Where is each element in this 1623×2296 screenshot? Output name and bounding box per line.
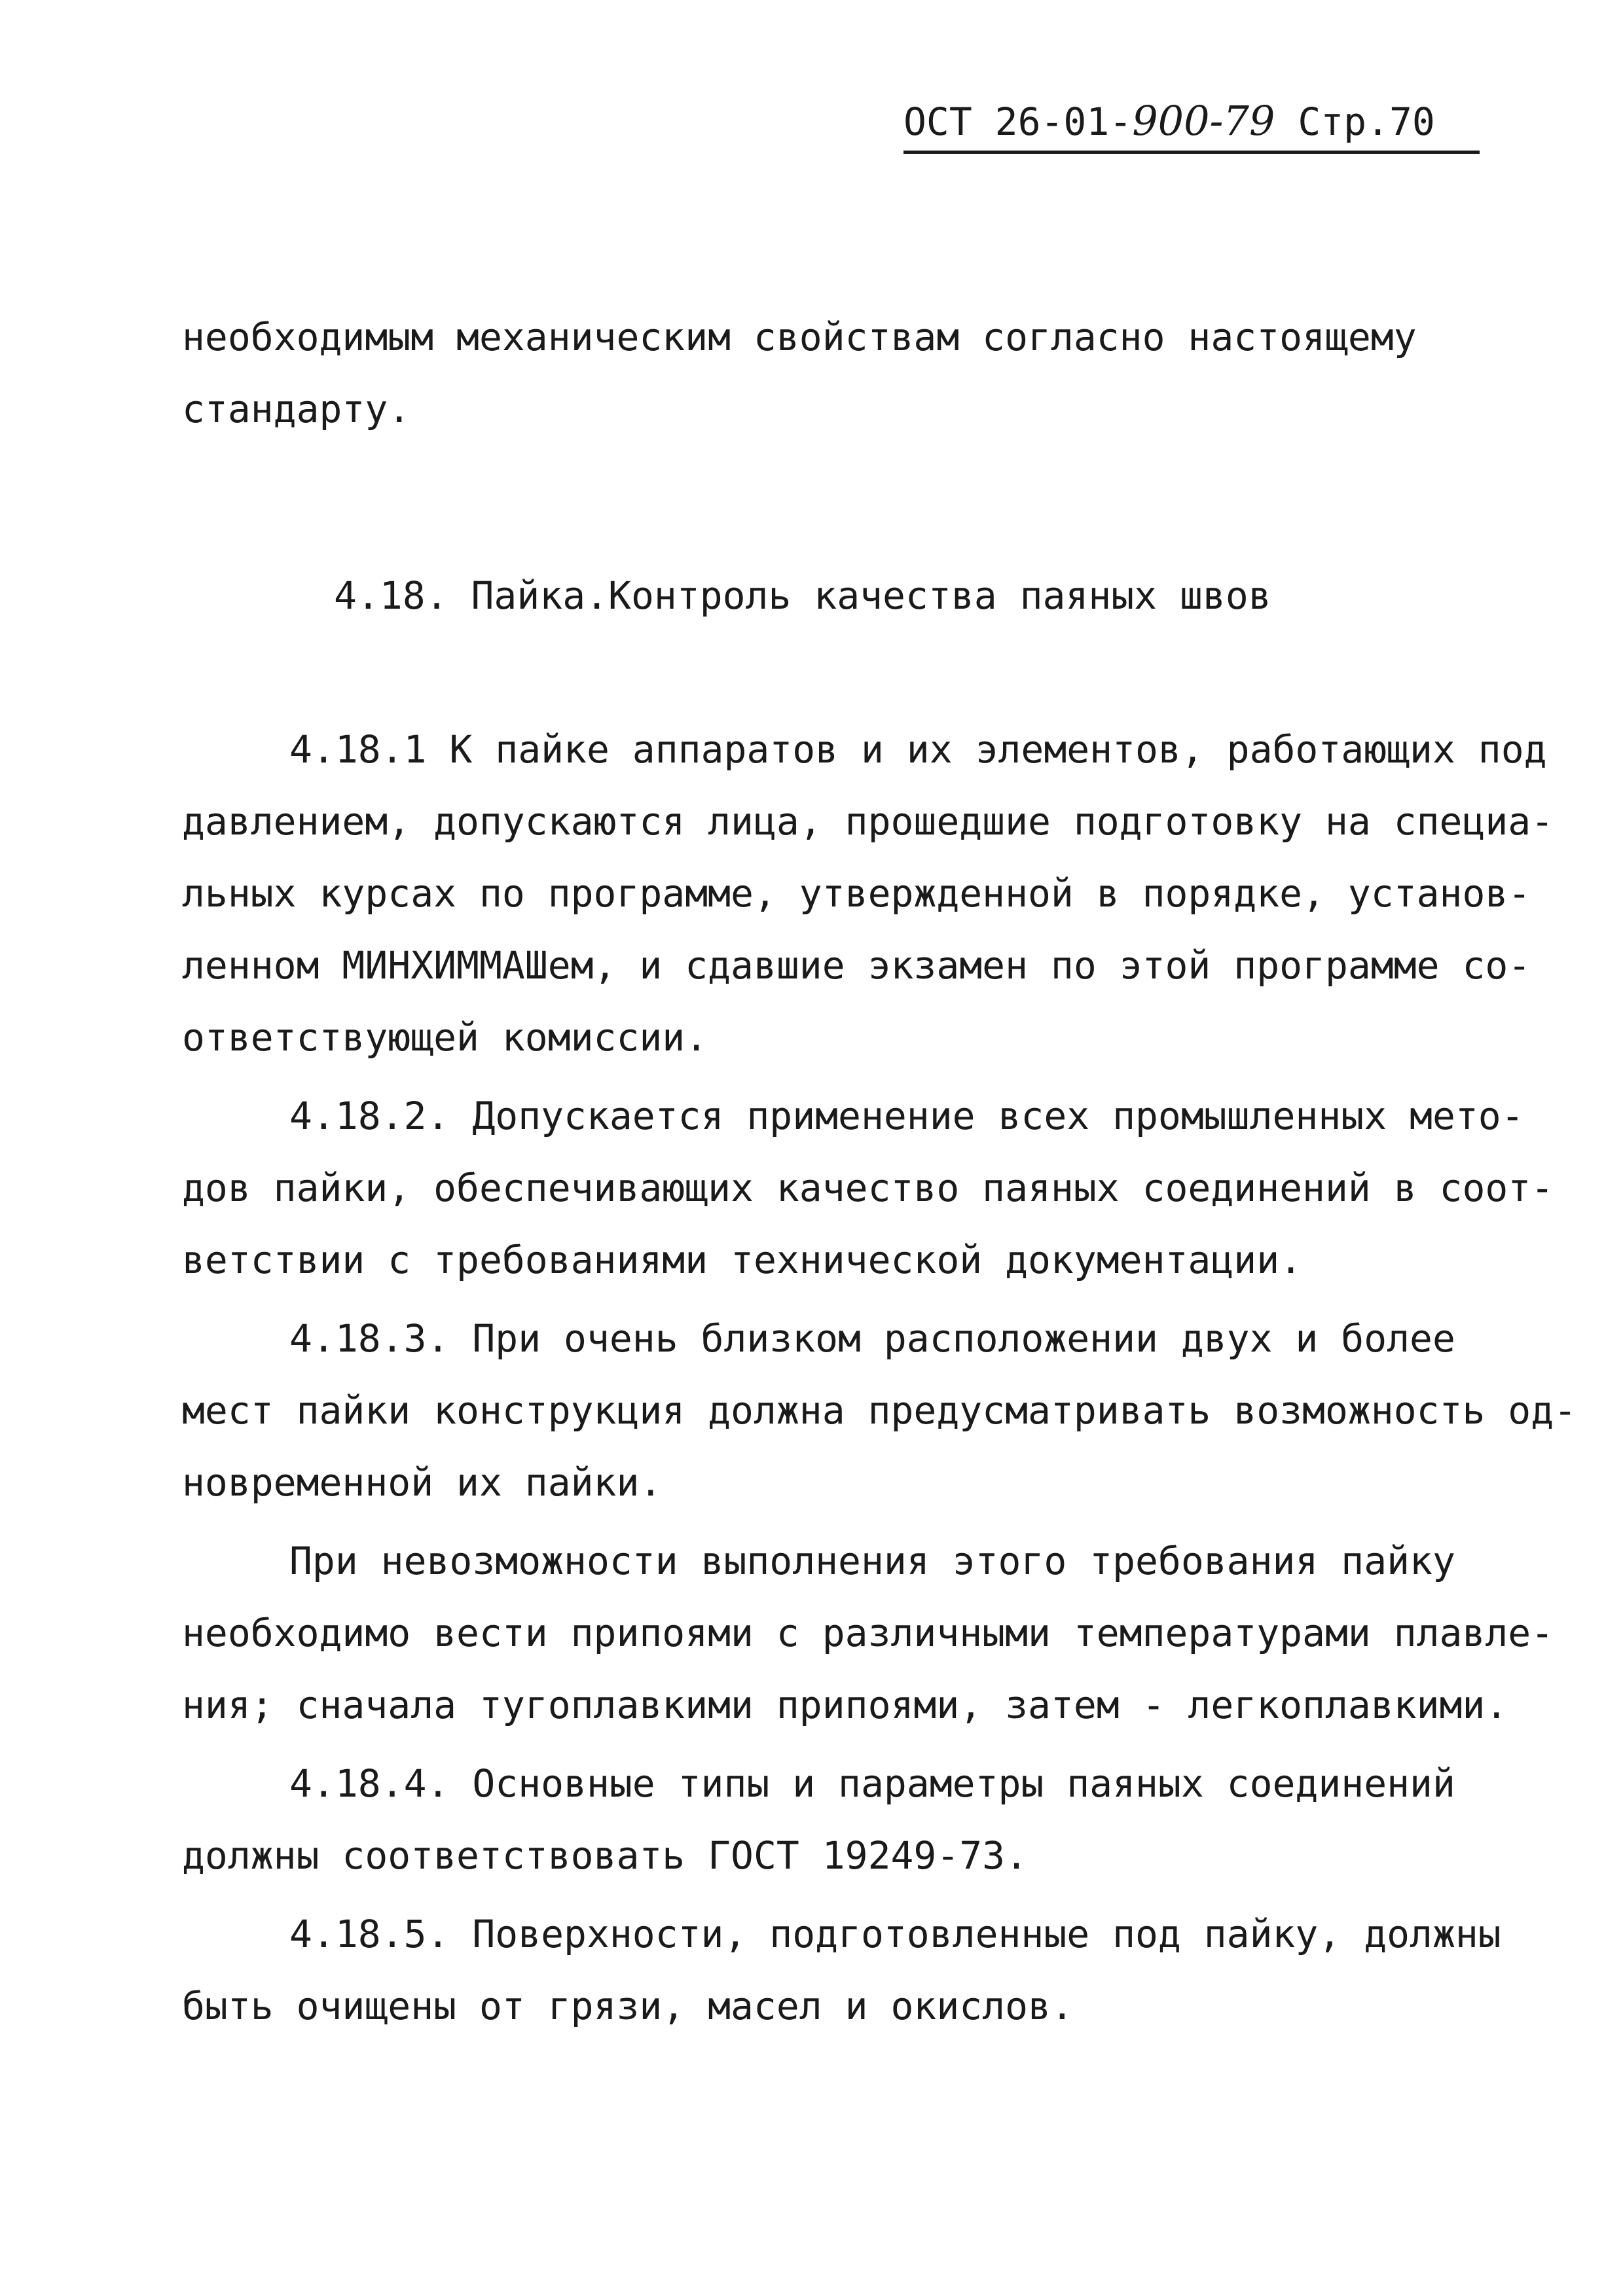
- text-block: [182, 1748, 1472, 1820]
- text-line: 4.18.2. Допускается применение всех промышленных мето-: [289, 1094, 1524, 1138]
- page-label: Стр.: [1298, 99, 1389, 144]
- text-block: [182, 1597, 1554, 1741]
- text-block: [182, 1302, 1472, 1374]
- text-line: должны соответствовать ГОСТ 19249-73.: [182, 1833, 1029, 1878]
- text-line: новременной их пайки.: [182, 1460, 663, 1505]
- text-line: ленном МИНХИММАШем, и сдавшие экзамен по этой программе со-: [182, 943, 1531, 988]
- text-block: [182, 785, 1554, 1073]
- text-line: мест пайки конструкция должна предусматривать возможность од-: [182, 1388, 1577, 1433]
- text-line: необходимым механическим свойствам согласно настоящему: [182, 315, 1417, 359]
- text-line: дов пайки, обеспечивающих качество паяных соединений в соот-: [182, 1166, 1554, 1210]
- text-block: [182, 1525, 1472, 1597]
- text-block: [182, 1820, 1472, 1892]
- text-line: необходимо вести припоями с различными температурами плавле-: [182, 1611, 1554, 1655]
- text-line: льных курсах по программе, утвержденной в порядке, установ-: [182, 871, 1531, 916]
- text-line: стандарту.: [182, 387, 411, 431]
- text-block: [182, 1374, 1577, 1518]
- doc-number-prefix: ОСТ 26-01-: [903, 99, 1133, 144]
- text-line: 4.18. Пайка.Контроль качества паяных швов: [334, 573, 1271, 618]
- page-header: [903, 92, 1480, 154]
- text-block: [182, 301, 1472, 445]
- text-block: [182, 1080, 1524, 1152]
- doc-number-handwritten: 900-79: [1132, 97, 1275, 145]
- text-line: ответствующей комиссии.: [182, 1015, 708, 1060]
- text-line: При невозможности выполнения этого требования пайку: [289, 1539, 1455, 1583]
- text-line: 4.18.4. Основные типы и параметры паяных соединений: [289, 1761, 1455, 1806]
- text-block: [182, 713, 1547, 785]
- text-block: [182, 1898, 1501, 1970]
- text-block: [182, 560, 1472, 632]
- text-line: 4.18.5. Поверхности, подготовленные под пайку, должны: [289, 1912, 1501, 1956]
- text-block: [182, 1970, 1472, 2042]
- page-number: 70: [1389, 99, 1435, 144]
- text-line: ветствии с требованиями технической документации.: [182, 1238, 1303, 1282]
- text-block: [182, 1152, 1554, 1296]
- text-line: ния; сначала тугоплавкими припоями, затем - легкоплавкими.: [182, 1683, 1508, 1727]
- text-line: быть очищены от грязи, масел и окислов.: [182, 1984, 1074, 2028]
- text-line: 4.18.1 К пайке аппаратов и их элементов, работающих под: [289, 727, 1547, 772]
- text-line: давлением, допускаются лица, прошедшие подготовку на специа-: [182, 799, 1554, 844]
- text-line: 4.18.3. При очень близком расположении двух и более: [289, 1316, 1455, 1361]
